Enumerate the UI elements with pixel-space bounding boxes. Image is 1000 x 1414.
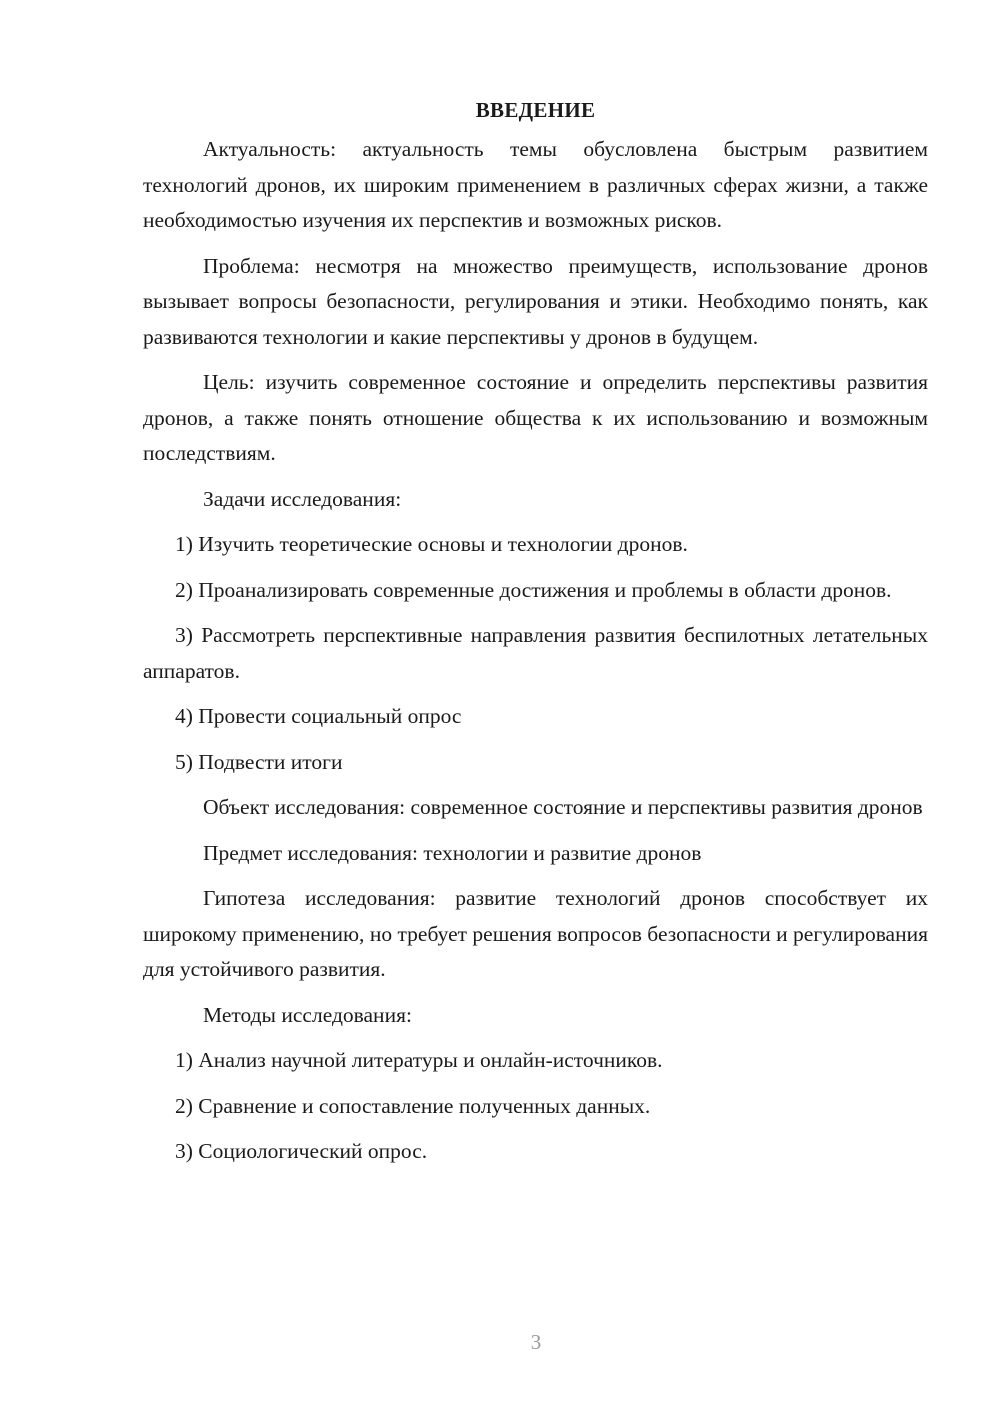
task-item-1: 1) Изучить теоретические основы и технологии дронов.: [175, 532, 688, 556]
page-number: 3: [530, 1330, 542, 1354]
method-item-3: 3) Социологический опрос.: [175, 1139, 428, 1163]
relevance-paragraph: Актуальность: актуальность темы обусловлена быстрым развитием технологий дронов, их широким применением в различных сферах жизни, а также необходимостью изучения их перспектив и возможных рисков.: [143, 137, 928, 232]
subject-paragraph: Предмет исследования: технологии и развитие дронов: [203, 840, 702, 865]
goal-paragraph: Цель: изучить современное состояние и определить перспективы развития дронов, а также понять отношение общества к их использованию и возможным последствиям.: [143, 370, 928, 465]
task-item-5: 5) Подвести итоги: [175, 749, 343, 774]
method-item-2: 2) Сравнение и сопоставление полученных данных.: [175, 1093, 651, 1118]
section-title: ВВЕДЕНИЕ: [475, 98, 596, 122]
task-item-3: 3) Рассмотреть перспективные направления развития беспилотных летательных аппаратов.: [143, 623, 928, 683]
tasks-heading: Задачи исследования:: [203, 486, 402, 511]
object-paragraph: Объект исследования: современное состояние и перспективы развития дронов: [203, 795, 923, 819]
page-content: [143, 92, 928, 1180]
methods-heading: Методы исследования:: [203, 1002, 412, 1027]
task-item-2: 2) Проанализировать современные достижения и проблемы в области дронов.: [175, 577, 892, 602]
method-item-1: 1) Анализ научной литературы и онлайн-источников.: [175, 1048, 663, 1072]
task-item-4: 4) Провести социальный опрос: [175, 704, 462, 728]
problem-paragraph: Проблема: несмотря на множество преимуществ, использование дронов вызывает вопросы безопасности, регулирования и этики. Необходимо понять, как развиваются технологии и какие перспективы у дронов в будущем.: [143, 253, 928, 349]
hypothesis-paragraph: Гипотеза исследования: развитие технологий дронов способствует их широкому применению, но требует решения вопросов безопасности и регулирования для устойчивого развития.: [143, 886, 928, 981]
